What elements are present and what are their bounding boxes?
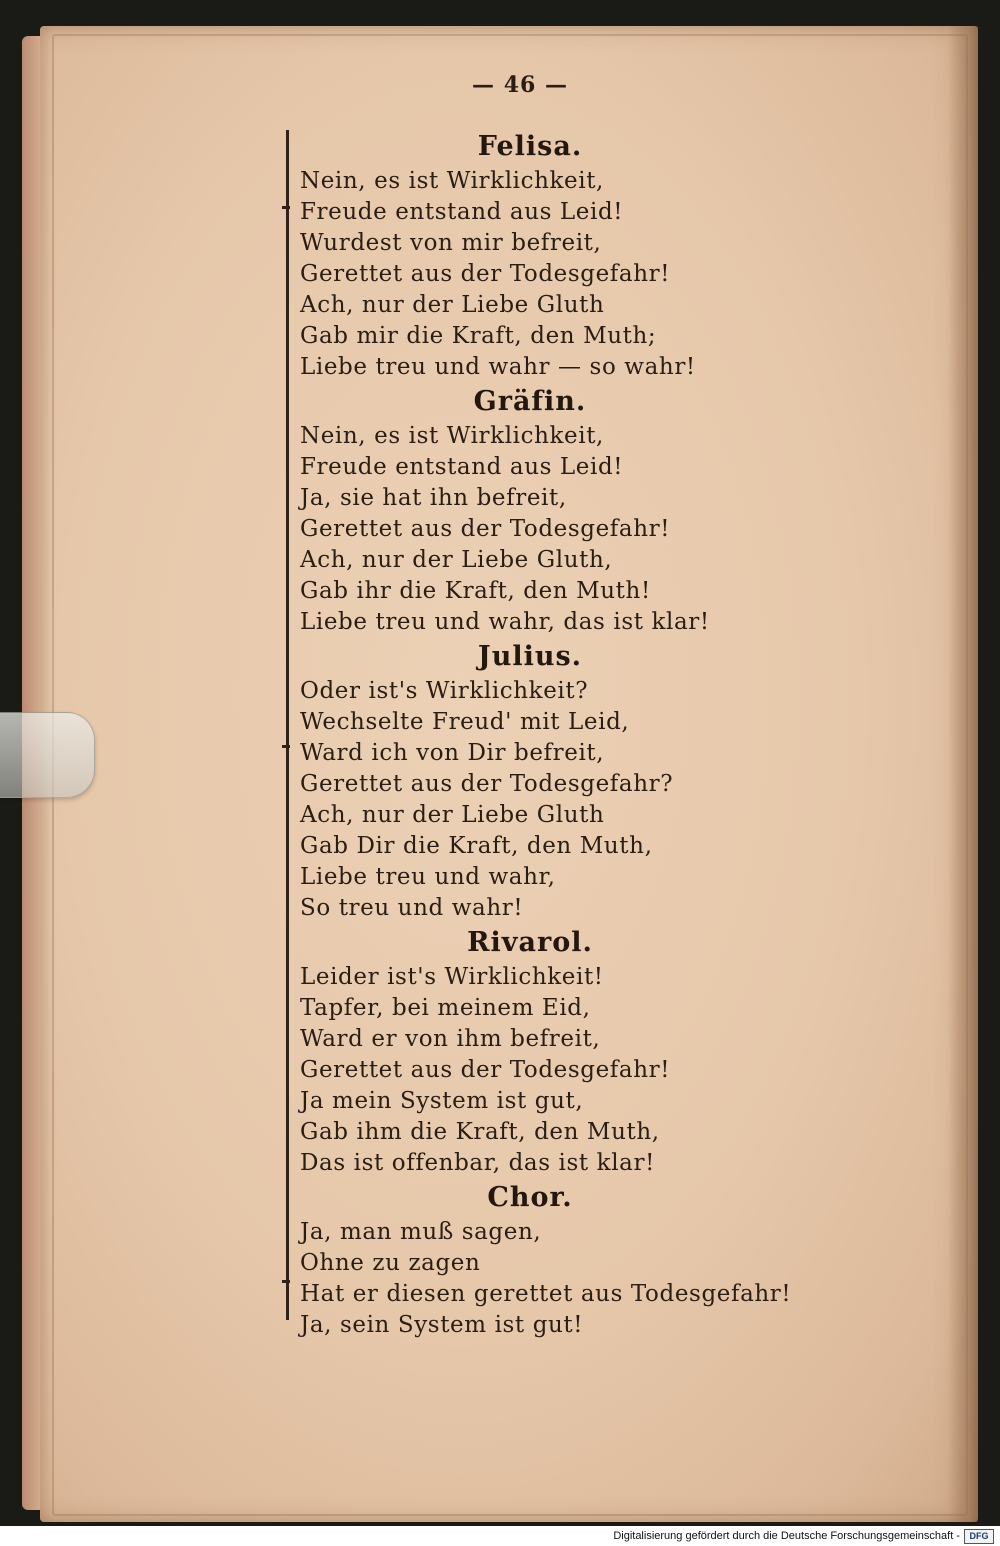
verse-line: Ja mein System ist gut, <box>300 1088 584 1114</box>
verse-line: Ward ich von Dir befreit, <box>300 740 605 766</box>
speaker-heading: Julius. <box>477 641 583 672</box>
verse-line: Ja, sein System ist gut! <box>300 1312 584 1338</box>
verse-line: Oder ist's Wirklichkeit? <box>300 678 589 704</box>
verse-line: Ohne zu zagen <box>300 1250 481 1276</box>
verse-line: Liebe treu und wahr, das ist klar! <box>300 609 710 635</box>
verse-bracket <box>286 130 289 1320</box>
verse-line: Gab Dir die Kraft, den Muth, <box>300 833 653 859</box>
verse-line: Nein, es ist Wirklichkeit, <box>300 423 604 449</box>
verse-line: Gerettet aus der Todesgefahr! <box>300 516 671 542</box>
verse-line: Hat er diesen gerettet aus Todesgefahr! <box>300 1281 792 1307</box>
speaker-heading: Rivarol. <box>467 927 593 958</box>
verse-line: Das ist offenbar, das ist klar! <box>300 1150 655 1176</box>
verse-line: So treu und wahr! <box>300 895 524 921</box>
verse-line: Wurdest von mir befreit, <box>300 230 602 256</box>
speaker-heading: Gräfin. <box>473 386 587 417</box>
bracket-tick <box>282 1280 290 1283</box>
verse-line: Ach, nur der Liebe Gluth <box>300 292 605 318</box>
verse-line: Gerettet aus der Todesgefahr! <box>300 261 671 287</box>
verse-section <box>300 383 760 638</box>
speaker-heading: Chor. <box>487 1182 573 1213</box>
verse-line: Nein, es ist Wirklichkeit, <box>300 168 604 194</box>
verse-line: Ach, nur der Liebe Gluth <box>300 802 605 828</box>
verse-line: Leider ist's Wirklichkeit! <box>300 964 604 990</box>
verse-section <box>300 638 760 924</box>
verse-section <box>300 1179 792 1341</box>
bracket-tick <box>282 745 290 748</box>
plastic-clip <box>0 712 95 798</box>
verse-line: Gerettet aus der Todesgefahr? <box>300 771 674 797</box>
verse-line: Ja, man muß sagen, <box>300 1219 542 1245</box>
verse-line: Gerettet aus der Todesgefahr! <box>300 1057 671 1083</box>
verse-line: Gab ihm die Kraft, den Muth, <box>300 1119 660 1145</box>
verse-line: Gab ihr die Kraft, den Muth! <box>300 578 651 604</box>
speaker-heading: Felisa. <box>477 131 583 162</box>
bracket-tick <box>282 206 290 209</box>
verse-line: Gab mir die Kraft, den Muth; <box>300 323 657 349</box>
verse-line: Liebe treu und wahr, <box>300 864 556 890</box>
verse-line: Wechselte Freud' mit Leid, <box>300 709 630 735</box>
verse-line: Liebe treu und wahr — so wahr! <box>300 354 696 380</box>
dfg-logo: DFG <box>964 1529 994 1544</box>
verse-line: Freude entstand aus Leid! <box>300 199 624 225</box>
lyrics-text <box>300 128 792 1341</box>
verse-section <box>300 128 760 383</box>
verse-section <box>300 924 760 1179</box>
page-gutter-shadow <box>948 26 978 1522</box>
page-number: — 46 — <box>472 72 568 98</box>
verse-line: Freude entstand aus Leid! <box>300 454 624 480</box>
verse-line: Ach, nur der Liebe Gluth, <box>300 547 613 573</box>
verse-line: Tapfer, bei meinem Eid, <box>300 995 591 1021</box>
digitization-credit: Digitalisierung gefördert durch die Deutsche Forschungsgemeinschaft - <box>613 1530 960 1542</box>
verse-line: Ward er von ihm befreit, <box>300 1026 601 1052</box>
verse-line: Ja, sie hat ihn befreit, <box>300 485 567 511</box>
